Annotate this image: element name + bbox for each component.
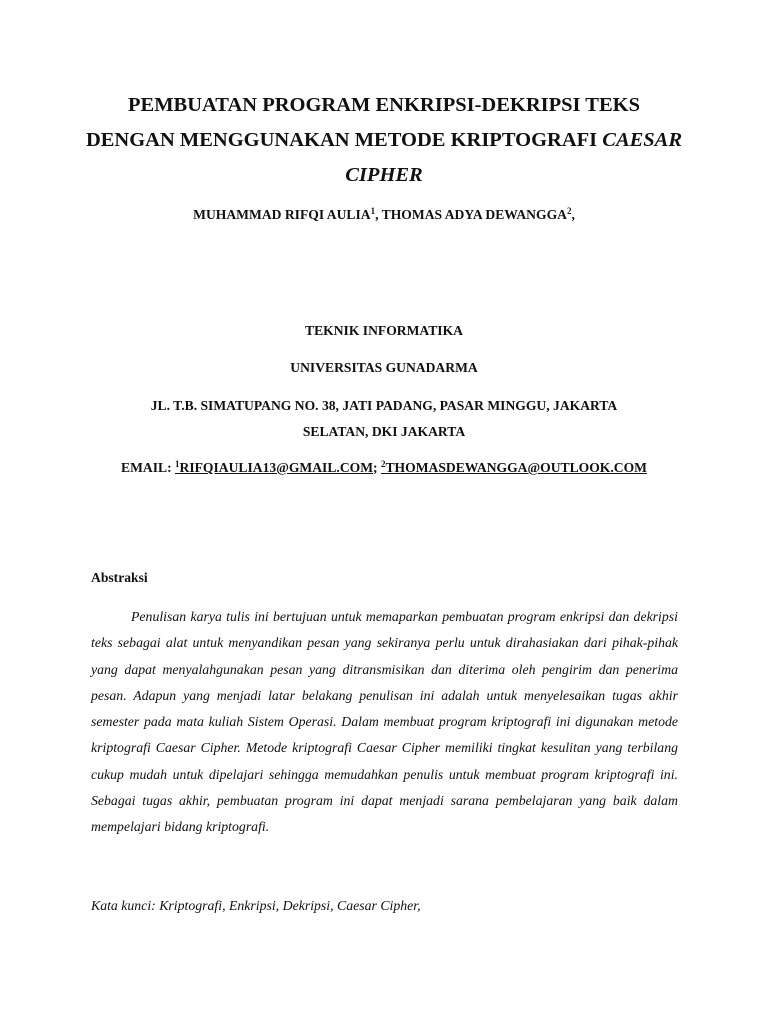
keywords: Kata kunci: Kriptografi, Enkripsi, Dekripsi, Caesar Cipher, [91, 898, 421, 913]
email-2-mark: 2 [380, 459, 386, 469]
email-separator: ; [373, 460, 381, 475]
address-line-1: JL. T.B. SIMATUPANG NO. 38, JATI PADANG, PASAR MINGGU, JAKARTA [150, 398, 618, 413]
abstract-heading: Abstraksi [91, 570, 148, 585]
author-1-mark: 1 [370, 206, 376, 216]
email-1-mark: 1 [175, 459, 180, 469]
title-line-1: PEMBUATAN PROGRAM ENKRIPSI-DEKRIPSI TEKS [128, 94, 640, 116]
department: TEKNIK INFORMATIKA [305, 323, 463, 338]
abstract-text: Penulisan karya tulis ini bertujuan untuk memaparkan pembuatan program enkripsi dan dekripsi teks sebagai alat untuk menyandikan pesan yang sekiranya perlu untuk dirahasiakan dari pihak-pihak yang dapat menyalahgunakan pesan yang ditransmisikan dan diterima oleh pengirim dan penerima pesan. Adapun yang menjadi latar belakang penulisan ini adalah untuk menyelesaikan tugas akhir semester pada mata kuliah Sistem Operasi. Dalam membuat program kriptografi ini digunakan metode kriptografi Caesar Cipher. Metode kriptografi Caesar Cipher memiliki tingkat kesulitan yang terbilang cukup mudah untuk dipelajari sehingga memudahkan penulis untuk membuat program kriptografi ini. Sebagai tugas akhir, pembuatan program ini dapat menjadi sarana pembelajaran yang baik dalam mempelajari bidang kriptografi. [91, 609, 678, 835]
authors-trailing: , [571, 207, 575, 222]
paper-title [60, 88, 708, 193]
title-italic-term: CAESAR CIPHER [345, 129, 683, 186]
university: UNIVERSITAS GUNADARMA [290, 360, 478, 375]
author-2-mark: 2 [566, 206, 572, 216]
email-1-address: RIFQIAULIA13@GMAIL.COM [179, 460, 374, 475]
email-link-2[interactable] [381, 460, 647, 475]
email-label: EMAIL: [121, 460, 176, 475]
title-line-2: DENGAN MENGGUNAKAN METODE KRIPTOGRAFI [85, 129, 598, 151]
email-line [40, 459, 728, 477]
author-2: THOMAS ADYA DEWANGGA [381, 207, 567, 222]
address-line-2: SELATAN, DKI JAKARTA [302, 424, 466, 439]
email-2-address: THOMASDEWANGGA@OUTLOOK.COM [385, 460, 647, 475]
author-separator: , [375, 207, 382, 222]
author-1: MUHAMMAD RIFQI AULIA [193, 207, 371, 222]
authors-line [40, 206, 728, 224]
email-link-1[interactable] [175, 460, 373, 475]
